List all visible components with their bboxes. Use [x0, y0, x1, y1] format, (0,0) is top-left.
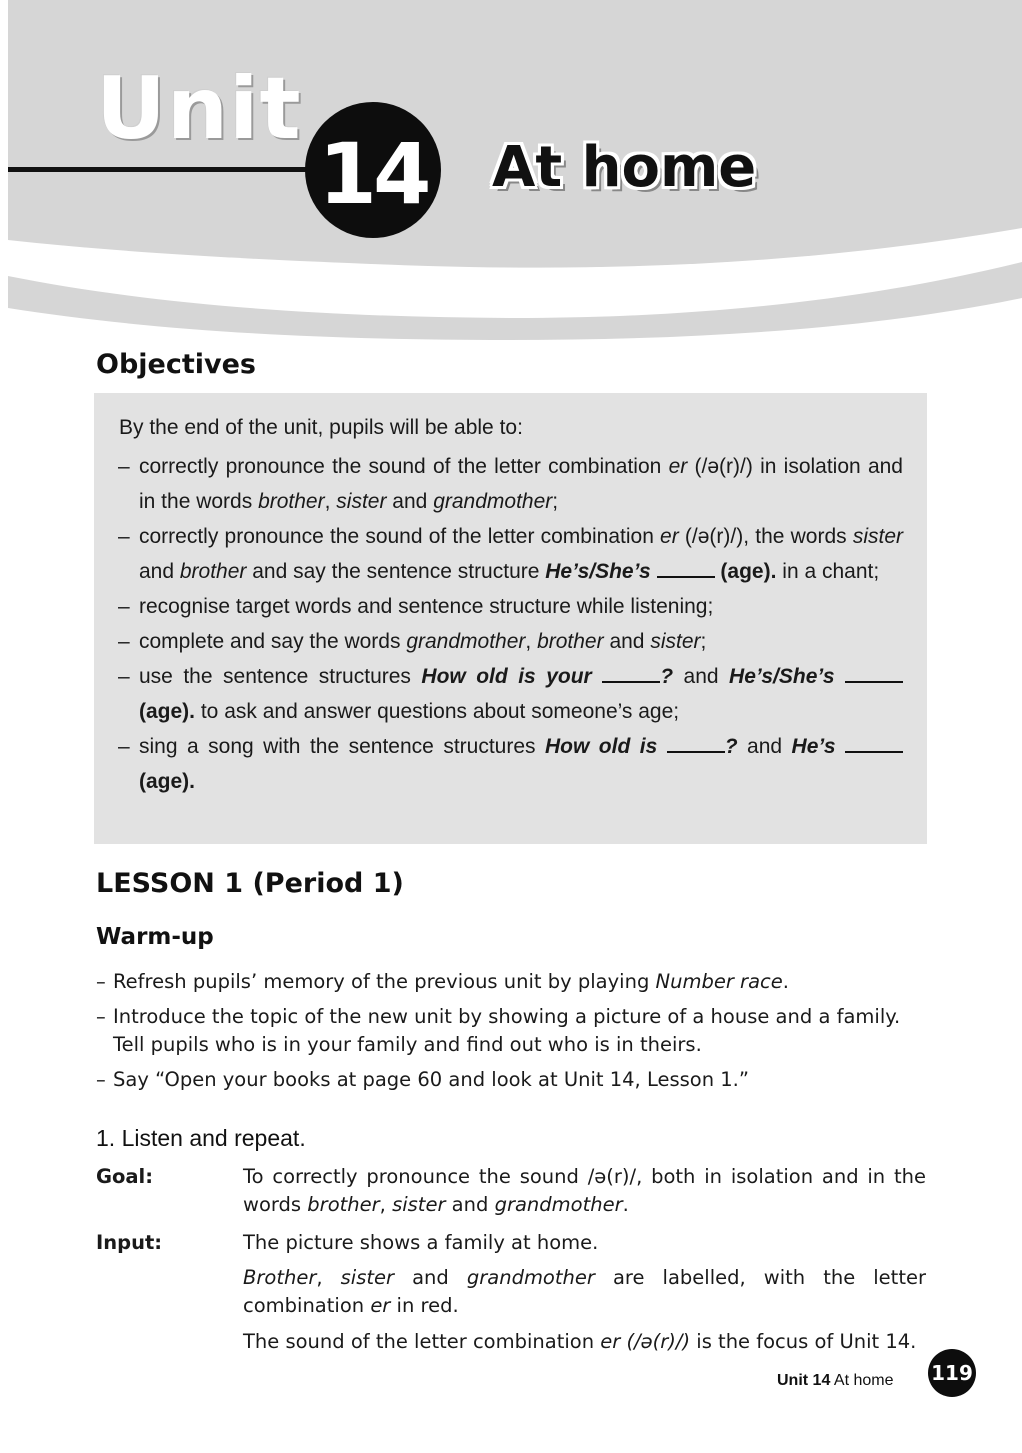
input-label: Input: — [96, 1231, 163, 1254]
answer-blank — [845, 735, 903, 753]
answer-blank — [657, 560, 715, 578]
warmup-item: – Refresh pupils’ memory of the previous unit by playing Number race. — [96, 968, 926, 996]
objective-item: – sing a song with the sentence structures How old is ? and He’s (age). — [118, 729, 903, 799]
answer-blank — [845, 665, 903, 683]
input-line-2: Brother, sister and grandmother are labelled, with the letter combination er in red. — [243, 1266, 926, 1317]
objective-item: – correctly pronounce the sound of the letter combination er (/ə(r)/) in isolation and in the words brother, sister and grandmother; — [118, 449, 903, 519]
unit-word: Unit — [96, 59, 302, 159]
objectives-heading: Objectives — [96, 349, 256, 380]
unit-number: 14 — [318, 125, 428, 223]
warmup-list — [96, 968, 926, 1101]
input-line-3: The sound of the letter combination er (/ə(r)/) is the focus of Unit 14. — [243, 1330, 917, 1353]
warmup-heading: Warm-up — [96, 924, 214, 950]
warmup-item: – Say “Open your books at page 60 and look at Unit 14, Lesson 1.” — [96, 1066, 926, 1094]
activity-title: 1. Listen and repeat. — [96, 1125, 306, 1151]
goal-label: Goal: — [96, 1165, 154, 1188]
objective-item: – correctly pronounce the sound of the letter combination er (/ə(r)/), the words sister and brother and say the sentence structure He’s/She’s (age). in a chant; — [118, 519, 903, 589]
goal-text: To correctly pronounce the sound /ə(r)/, both in isolation and in the words brother, sister and grandmother. — [243, 1165, 926, 1216]
objective-item: – use the sentence structures How old is your ? and He’s/She’s (age). to ask and answer questions about someone’s age; — [118, 659, 903, 729]
objectives-intro: By the end of the unit, pupils will be able to: — [119, 416, 523, 439]
objectives-list — [118, 449, 903, 799]
unit-number-badge — [305, 102, 441, 238]
footer-unit-label: Unit 14 At home — [777, 1372, 894, 1389]
input-line-1: The picture shows a family at home. — [243, 1231, 599, 1254]
answer-blank — [602, 665, 660, 683]
unit-title: At home — [492, 135, 757, 200]
page-number: 119 — [931, 1361, 973, 1385]
lesson-heading: LESSON 1 (Period 1) — [96, 868, 404, 899]
warmup-item: – Introduce the topic of the new unit by showing a picture of a house and a family. Tell pupils who is in your family and find out who is in theirs. — [96, 1003, 926, 1059]
objective-item: – complete and say the words grandmother, brother and sister; — [118, 624, 903, 659]
answer-blank — [667, 735, 725, 753]
page-number-badge — [928, 1349, 976, 1397]
objective-item: – recognise target words and sentence structure while listening; — [118, 589, 903, 624]
header-rule — [8, 167, 318, 172]
